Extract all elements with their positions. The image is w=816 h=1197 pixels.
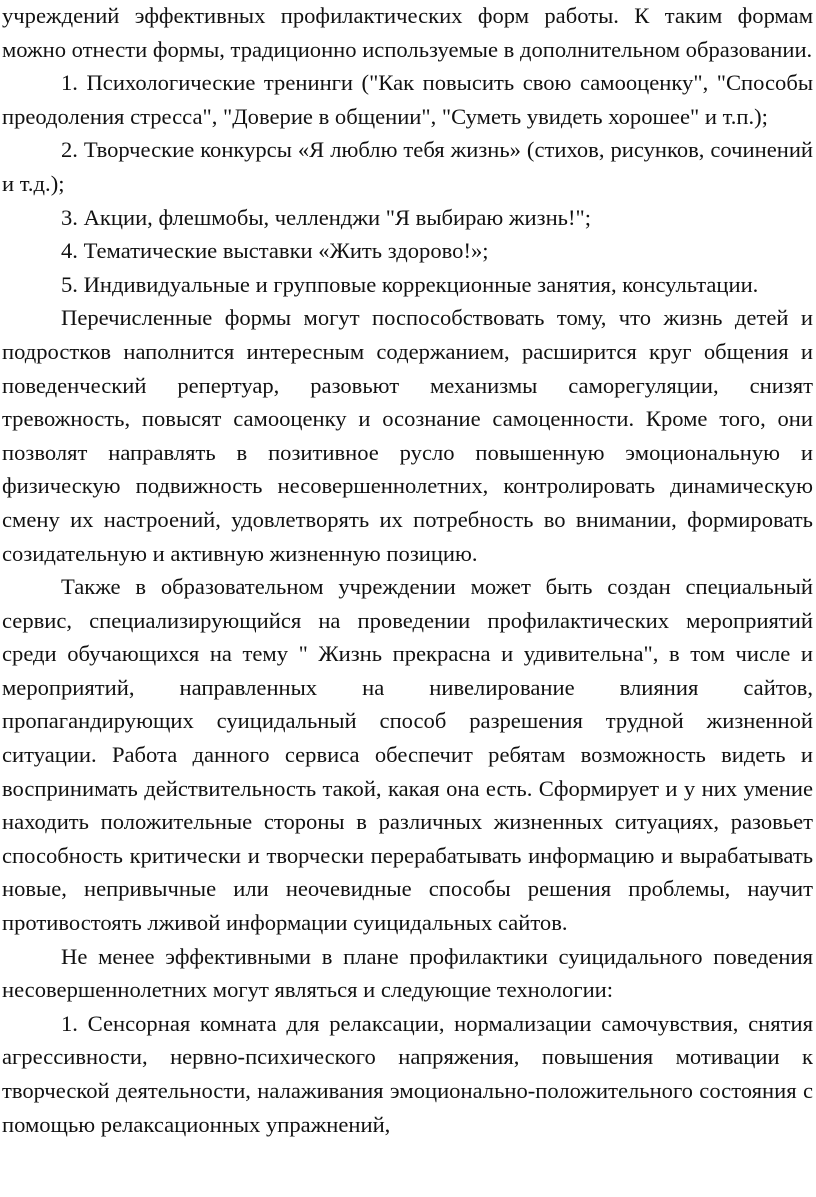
list-item-psych-trainings: 1. Психологические тренинги ("Как повысить свою самооценку", "Способы преодоления стресса", "Доверие в общении", "Суметь увидеть хорошее" и т.п.); <box>2 70 813 129</box>
list-item-actions-flashmobs: 3. Акции, флешмобы, челленджи "Я выбираю жизнь!"; <box>61 204 591 230</box>
paragraph-technologies-intro: Не менее эффективными в плане профилактики суицидального поведения несовершеннолетних могут являться и следующие технологии: <box>2 943 813 1003</box>
list-item-creative-contests: 2. Творческие конкурсы «Я люблю тебя жизнь» (стихов, рисунков, сочинений и т.д.); <box>2 137 813 196</box>
list-item-thematic-exhibitions: 4. Тематические выставки «Жить здорово!»; <box>61 238 489 264</box>
list-item-sensory-room: 1. Сенсорная комната для релаксации, нормализации самочувствия, снятия агрессивности, нервно-психического напряжения, повышения мотивации к творческой деятельности, налаживания эмоционально-положительного состояния с помощью релаксационных упражнений, <box>2 1010 813 1137</box>
list-item-correction-classes: 5. Индивидуальные и групповые коррекционные занятия, консультации. <box>61 271 759 297</box>
paragraph-forms-benefits: Перечисленные формы могут поспособствовать тому, что жизнь детей и подростков наполнится интересным содержанием, расширится круг общения и поведенческий репертуар, разовьют механизмы саморегуляции, снизят тревожность, повысят самооценку и осознание самоценности. Кроме того, они позволят направлять в позитивное русло повышенную эмоциональную и физическую подвижность несовершеннолетних, контролировать динамическую смену их настроений, удовлетворять их потребность во внимании, формировать созидательную и активную жизненную позицию. <box>2 305 813 566</box>
paragraph-intro-forms: учреждений эффективных профилактических форм работы. К таким формам можно отнести формы, традиционно используемые в дополнительном образовании. <box>2 3 813 62</box>
paragraph-special-service: Также в образовательном учреждении может быть создан специальный сервис, специализирующийся на проведении профилактических мероприятий среди обучающихся на тему " Жизнь прекрасна и удивительна", в том числе и мероприятий, направленных на нивелирование влияния сайтов, пропагандирующих суицидальный способ разрешения трудной жизненной ситуации. Работа данного сервиса обеспечит ребятам возможность видеть и воспринимать действительность такой, какая она есть. Сформирует и у них умение находить положительные стороны в различных жизненных ситуациях, разовьет способность критически и творчески перерабатывать информацию и вырабатывать новые, непривычные или неочевидные способы решения проблемы, научит противостоять лживой информации суицидальных сайтов. <box>2 574 813 936</box>
